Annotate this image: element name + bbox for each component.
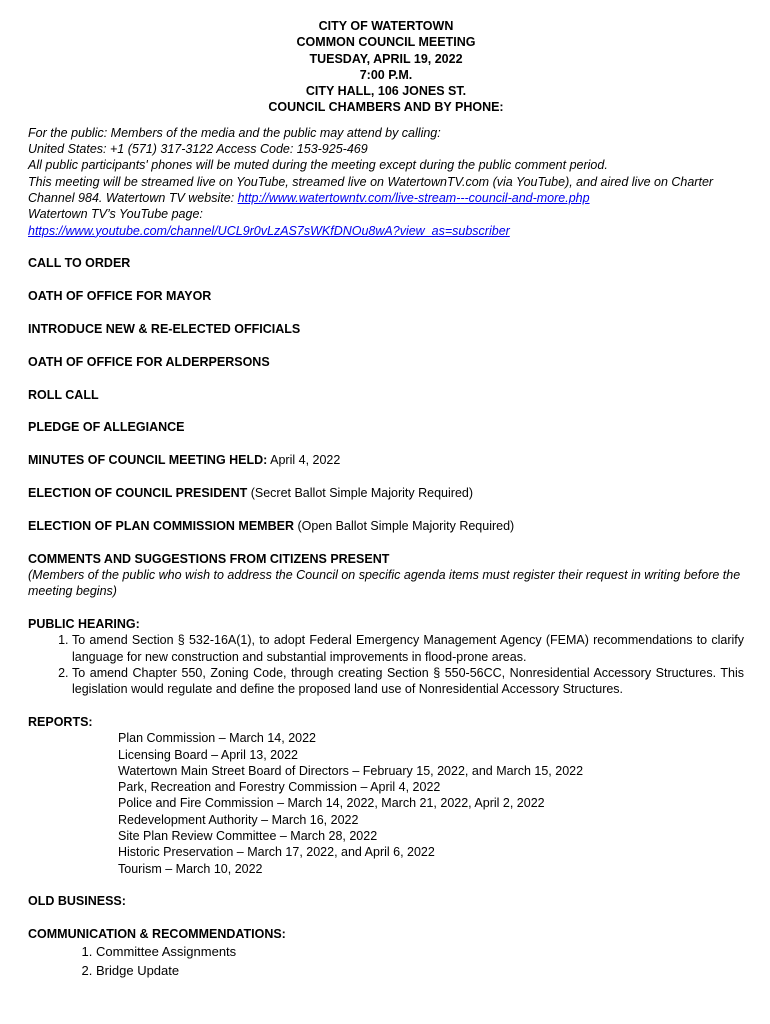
list-item: Historic Preservation – March 17, 2022, and April 6, 2022: [118, 845, 435, 860]
minutes-date: April 4, 2022: [267, 453, 341, 468]
oath-mayor: [28, 288, 744, 304]
list-item: Licensing Board – April 13, 2022: [118, 747, 298, 762]
youtube-channel-link[interactable]: https://www.youtube.com/channel/UCL9r0vLzAS7sWKfDNOu8wA?view_as=subscriber: [28, 223, 510, 238]
election-president: [28, 485, 744, 501]
list-item: Site Plan Review Committee – March 28, 2022: [118, 828, 378, 843]
header-date: TUESDAY, APRIL 19, 2022: [309, 51, 463, 66]
citizen-comments: [28, 551, 744, 600]
oath-alderpersons: [28, 354, 744, 370]
election-plan-label: ELECTION OF PLAN COMMISSION MEMBER: [28, 518, 294, 533]
reports-label: REPORTS:: [28, 714, 93, 729]
public-hearing: [28, 616, 744, 697]
public-info-phone: United States: +1 (571) 317-3122 Access Code: 153-925-469: [28, 142, 368, 157]
public-hearing-list: [28, 632, 744, 697]
introduce-officials: [28, 321, 744, 337]
list-item: Redevelopment Authority – March 16, 2022: [118, 812, 359, 827]
public-info-stream: [28, 174, 744, 207]
old-business: [28, 893, 744, 909]
election-plan-commission: [28, 518, 744, 534]
reports-list: [28, 730, 744, 877]
header-time: 7:00 P.M.: [359, 67, 413, 82]
document-header: [28, 18, 744, 116]
watertowntv-website-link[interactable]: http://www.watertowntv.com/live-stream---council-and-more.php: [237, 190, 590, 205]
oath-mayor-label: OATH OF OFFICE FOR MAYOR: [28, 289, 212, 304]
agenda-page: [28, 18, 744, 980]
call-to-order: [28, 255, 744, 271]
public-info: [28, 125, 744, 239]
public-info-youtube-label: Watertown TV’s YouTube page:: [28, 207, 203, 222]
header-location: CITY HALL, 106 JONES ST.: [305, 84, 467, 99]
citizen-comments-note: (Members of the public who wish to address the Council on specific agenda items must register their request in writing before the meeting begins): [28, 567, 741, 599]
public-info-stream-text: This meeting will be streamed live on YouTube, streamed live on WatertownTV.com (via YouTube), and aired live on Charter Channel 984. Watertown TV website:: [28, 174, 714, 205]
header-city: CITY OF WATERTOWN: [318, 19, 454, 33]
citizen-comments-label: COMMENTS AND SUGGESTIONS FROM CITIZENS PRESENT: [28, 551, 390, 566]
election-plan-detail: (Open Ballot Simple Majority Required): [293, 518, 515, 533]
public-info-intro: For the public: Members of the media and the public may attend by calling:: [28, 125, 441, 140]
pledge: [28, 419, 744, 435]
list-item: Watertown Main Street Board of Directors – February 15, 2022, and March 15, 2022: [118, 763, 584, 778]
list-item: Tourism – March 10, 2022: [118, 861, 263, 876]
communication-list: [28, 942, 744, 980]
public-info-muted: All public participants' phones will be muted during the meeting except during the public comment period.: [28, 158, 608, 173]
old-business-label: OLD BUSINESS:: [28, 894, 126, 909]
list-item: 2. To amend Chapter 550, Zoning Code, through creating Section § 550-56CC, Nonresidential Accessory Structures. This legislation would regulate and define the proposed land use of Nonresidential Accessory Structures.: [72, 665, 744, 698]
communication-recommendations: [28, 926, 744, 980]
list-item: 2. Bridge Update: [96, 961, 744, 980]
list-item: 1. Committee Assignments: [96, 942, 744, 961]
minutes: [28, 452, 744, 468]
roll-call-label: ROLL CALL: [28, 387, 99, 402]
header-meeting: COMMON COUNCIL MEETING: [296, 35, 476, 50]
communication-label: COMMUNICATION & RECOMMENDATIONS:: [28, 927, 286, 942]
election-president-label: ELECTION OF COUNCIL PRESIDENT: [28, 485, 248, 500]
oath-alderpersons-label: OATH OF OFFICE FOR ALDERPERSONS: [28, 354, 270, 369]
public-hearing-label: PUBLIC HEARING:: [28, 616, 140, 631]
list-item: Park, Recreation and Forestry Commission – April 4, 2022: [118, 780, 441, 795]
roll-call: [28, 387, 744, 403]
list-item: Police and Fire Commission – March 14, 2022, March 21, 2022, April 2, 2022: [118, 796, 545, 811]
list-item: Plan Commission – March 14, 2022: [118, 731, 317, 746]
minutes-label: MINUTES OF COUNCIL MEETING HELD:: [28, 453, 268, 468]
header-chambers: COUNCIL CHAMBERS AND BY PHONE:: [268, 100, 504, 115]
pledge-label: PLEDGE OF ALLEGIANCE: [28, 420, 185, 435]
call-to-order-label: CALL TO ORDER: [28, 256, 131, 271]
introduce-officials-label: INTRODUCE NEW & RE-ELECTED OFFICIALS: [28, 321, 301, 336]
list-item: 1. To amend Section § 532-16A(1), to adopt Federal Emergency Management Agency (FEMA) recommendations to clarify language for new construction and substantial improvements in flood-prone areas.: [72, 632, 744, 665]
reports: [28, 714, 744, 877]
election-president-detail: (Secret Ballot Simple Majority Required): [247, 485, 474, 500]
